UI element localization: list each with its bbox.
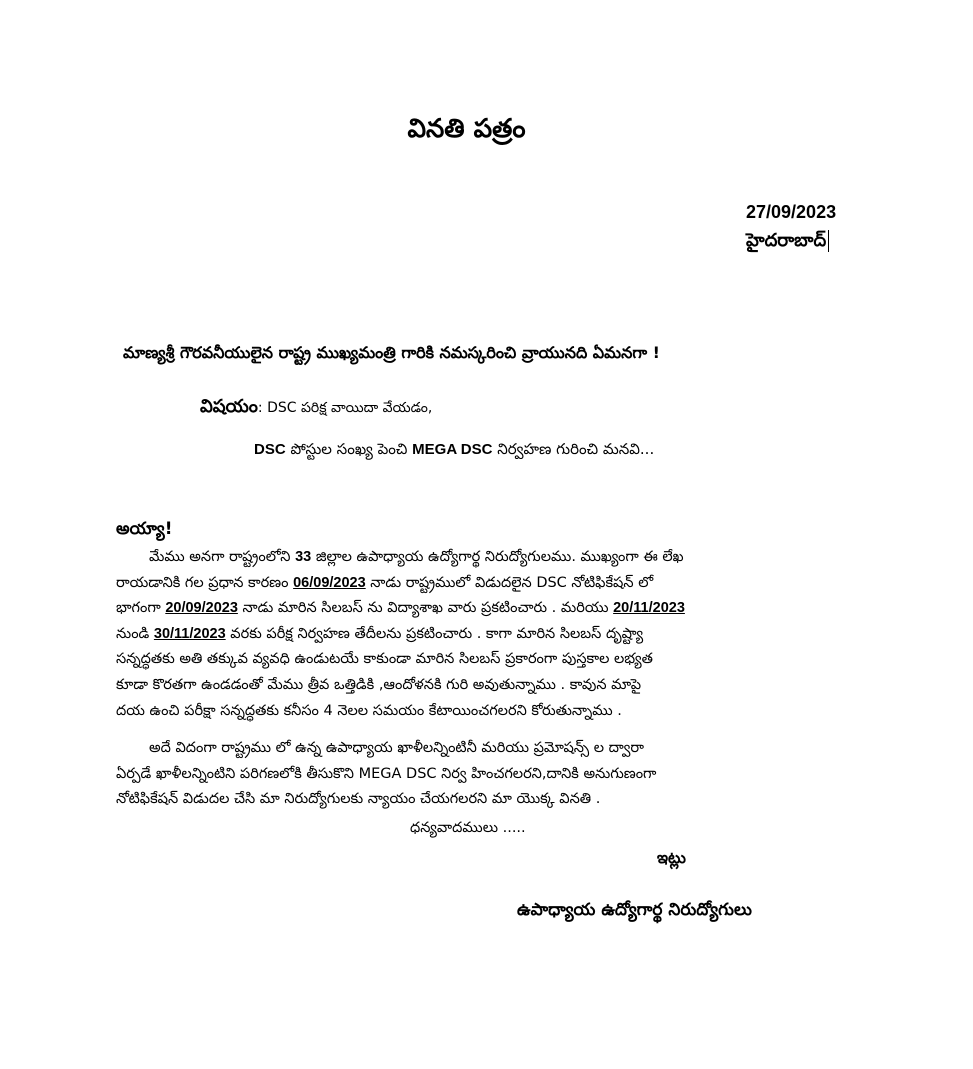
body-paragraph-2	[116, 736, 861, 813]
text-segment: నాడు రాష్ట్రములో విడుదలైన DSC నోటిఫికేషన్ లో	[365, 574, 654, 591]
text-segment: రాయడానికి గల ప్రధాన కారణం	[116, 574, 294, 591]
paragraph-line: సన్నద్ధతకు అతి తక్కువ వ్యవధి ఉండుటయే కాకుండా మారిన సిలబస్ ప్రకారంగా పుస్తకాల లభ్యత	[116, 651, 653, 668]
notification-date: 06/09/2023	[293, 574, 366, 591]
exam-start-date: 20/11/2023	[613, 600, 685, 617]
signature: ఉపాధ్యాయ ఉద్యోగార్థ నిరుద్యోగులు	[517, 900, 752, 920]
subject-text-2b: నిర్వహణ గురించి మనవి...	[492, 440, 655, 458]
text-cursor	[828, 230, 829, 252]
paragraph-line: అదే విదంగా రాష్ట్రము లో ఉన్న ఉపాధ్యాయ ఖాళీలన్నింటినీ మరియు ప్రమోషన్స్ ల ద్వారా	[149, 740, 644, 756]
subject-line-2	[254, 440, 654, 462]
district-count: 33	[295, 549, 312, 565]
closing-word: ఇట్లు	[657, 848, 686, 867]
paragraph-line	[116, 622, 861, 648]
exam-end-date: 30/11/2023	[153, 625, 226, 642]
text-segment: జిల్లాల ఉపాధ్యాయ ఉద్యోగార్థ నిరుద్యోగులము. ముఖ్యంగా ఈ లేఖ	[311, 549, 684, 565]
paragraph-line: ఏర్పడే ఖాళీలన్నింటిని పరిగణలోకి తీసుకొని MEGA DSC నిర్వ హించగలరని,దానికి అనుగుణంగా	[116, 765, 657, 782]
text-segment: నాడు మారిన సిలబస్ ను విద్యాశాఖ వారు ప్రకటించారు . మరియు	[237, 600, 614, 617]
thanks-line: ధన్యవాదములు .....	[410, 820, 526, 836]
salutation: మాణ్యశ్రీ గౌరవనీయులైన రాష్ట్ర ముఖ్యమంత్రి గారికి నమస్కరించి వ్రాయునది ఏమనగా !	[123, 343, 660, 362]
subject-dsc: DSC	[254, 441, 286, 458]
paragraph-line	[116, 596, 861, 622]
letter-place	[746, 230, 829, 255]
text-segment: వరకు పరీక్ష నిర్వహణ తేదీలను ప్రకటించారు . కాగా మారిన సిలబస్ దృష్ట్యా	[225, 625, 644, 642]
paragraph-line	[116, 571, 861, 597]
place-text: హైదరాబాద్	[746, 230, 827, 251]
subject-line-1	[200, 396, 432, 421]
paragraph-line: దయ ఉంచి పరీక్షా సన్నద్ధతకు కనీసం 4 నెలల సమయం కేటాయించగలరని కోరుతున్నాము .	[116, 702, 622, 719]
syllabus-date: 20/09/2023	[165, 600, 238, 617]
body-paragraph-1	[116, 545, 861, 724]
subject-text-2a: పోస్టుల సంఖ్య పెంచి	[285, 440, 413, 458]
text-segment: నుండి	[116, 625, 154, 642]
paragraph-line: కూడా కొరతగా ఉండడంతో మేము త్రీవ ఒత్తిడికి ,ఆందోళనకి గురి అవుతున్నాము . కావున మాపై	[116, 676, 642, 693]
document-title: వినతి పత్రం	[407, 114, 526, 144]
text-segment: భాగంగా	[116, 600, 166, 617]
subject-text-1: : DSC పరిక్ష వాయిదా వేయడం,	[257, 400, 433, 416]
letter-date: 27/09/2023	[746, 202, 837, 222]
paragraph-line: నోటిఫికేషన్ విడుదల చేసి మా నిరుద్యోగులకు న్యాయం చేయగలరని మా యొక్క వినతి .	[116, 791, 601, 808]
greeting: అయ్యా!	[116, 519, 173, 539]
paragraph-line	[116, 545, 861, 571]
subject-mega-dsc: MEGA DSC	[412, 441, 493, 458]
subject-label: విషయం	[200, 396, 258, 417]
text-segment: మేము అనగా రాష్ట్రంలోని	[149, 549, 296, 565]
